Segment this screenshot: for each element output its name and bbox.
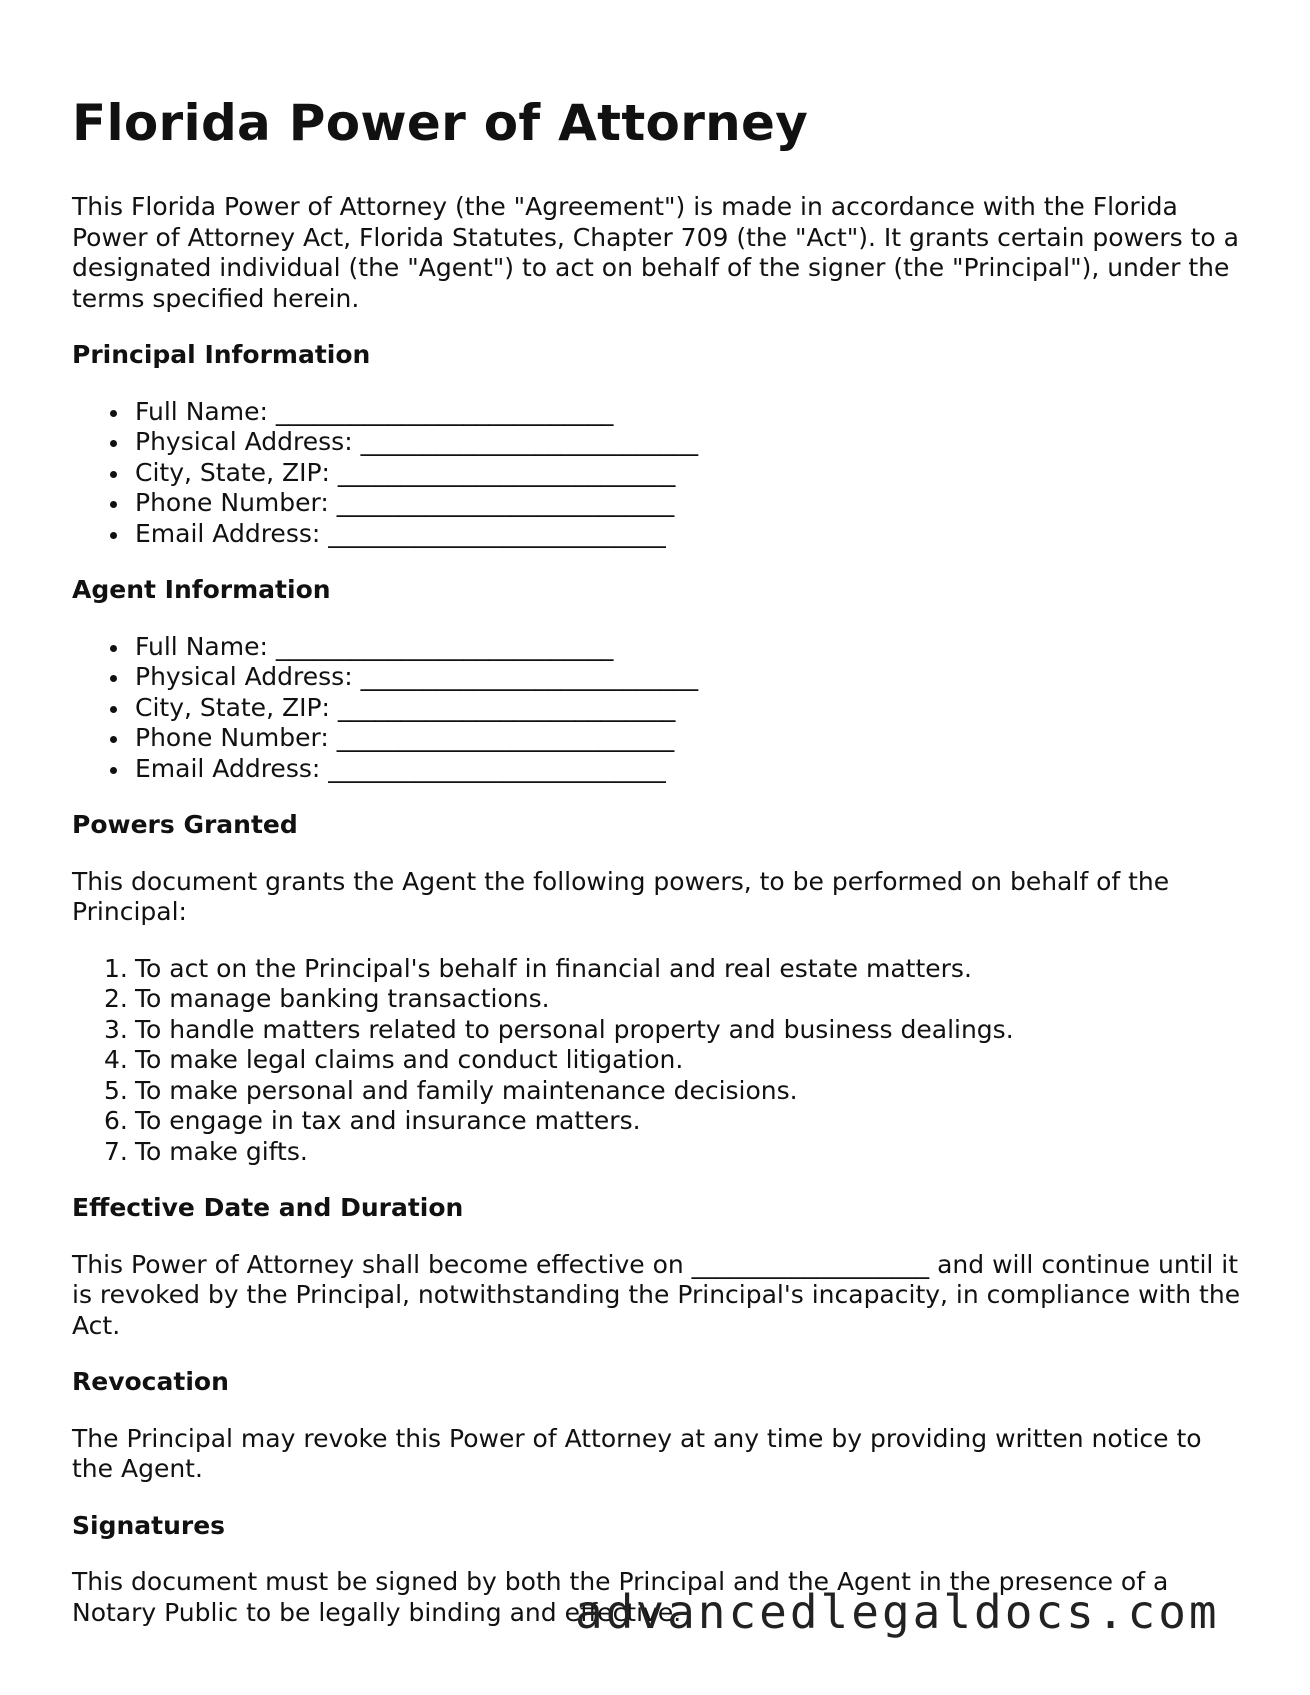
intro-paragraph: This Florida Power of Attorney (the "Agreement") is made in accordance with the Florida Power of Attorney Act, Florida Statutes, Chapter 709 (the "Act"). It grants certain powers to a designated individual (the "Agent") to act on behalf of the signer (the "Principal"), under the terms specified herein.: [72, 192, 1239, 313]
page-title: Florida Power of Attorney: [72, 94, 809, 152]
power-text: To handle matters related to personal property and business dealings.: [135, 1014, 1014, 1044]
principal-city-state-zip-field: City, State, ZIP: ___________________________: [72, 458, 1242, 489]
power-item: [72, 954, 1242, 985]
power-number: 6.: [104, 1106, 128, 1135]
principal-fields-list: [72, 397, 1242, 550]
agent-phone-field: Phone Number: ___________________________: [72, 723, 1242, 754]
document-page: [72, 92, 1242, 1628]
watermark: advancedlegaldocs.com: [575, 1585, 1220, 1639]
power-text: To act on the Principal's behalf in financial and real estate matters.: [135, 953, 972, 983]
revocation-paragraph: The Principal may revoke this Power of Attorney at any time by providing written notice to the Agent.: [72, 1423, 1202, 1483]
power-text: To manage banking transactions.: [135, 984, 550, 1013]
revocation-heading: Revocation: [72, 1367, 229, 1396]
power-text: To make personal and family maintenance decisions.: [135, 1075, 798, 1105]
agent-fields-list: [72, 632, 1242, 785]
powers-heading: Powers Granted: [72, 810, 298, 839]
power-number: 2.: [104, 984, 128, 1013]
power-item: [72, 1015, 1242, 1046]
principal-heading: Principal Information: [72, 340, 371, 369]
power-number: 3.: [104, 1014, 128, 1044]
agent-email-field: Email Address: ___________________________: [72, 754, 1242, 785]
effective-heading: Effective Date and Duration: [72, 1193, 464, 1222]
power-item: [72, 1137, 1242, 1168]
agent-city-state-zip-field: City, State, ZIP: ___________________________: [72, 693, 1242, 724]
principal-email-field: Email Address: ___________________________: [72, 519, 1242, 550]
power-text: To make legal claims and conduct litigation.: [135, 1045, 684, 1074]
principal-phone-field: Phone Number: ___________________________: [72, 488, 1242, 519]
power-item: [72, 1045, 1242, 1076]
agent-full-name-field: Full Name: ___________________________: [72, 632, 1242, 663]
power-number: 7.: [104, 1136, 128, 1166]
principal-full-name-field: Full Name: ___________________________: [72, 397, 1242, 428]
effective-paragraph: This Power of Attorney shall become effective on ___________________ and will continue until it is revoked by the Principal, notwithstanding the Principal's incapacity, in compliance with the Act.: [72, 1249, 1241, 1340]
powers-intro: This document grants the Agent the following powers, to be performed on behalf of the Principal:: [72, 866, 1170, 926]
power-item: [72, 984, 1242, 1015]
power-item: [72, 1106, 1242, 1137]
principal-address-field: Physical Address: ___________________________: [72, 427, 1242, 458]
agent-address-field: Physical Address: ___________________________: [72, 662, 1242, 693]
powers-list: [72, 954, 1242, 1168]
power-number: 4.: [104, 1045, 128, 1074]
agent-heading: Agent Information: [72, 575, 331, 604]
power-number: 5.: [104, 1075, 128, 1105]
power-number: 1.: [104, 953, 128, 983]
signatures-paragraph: This document must be signed by both the Principal and the Agent in the presence of a Notary Public to be legally binding and effective.: [72, 1567, 1169, 1627]
signatures-heading: Signatures: [72, 1510, 226, 1540]
power-text: To make gifts.: [135, 1136, 308, 1166]
power-item: [72, 1076, 1242, 1107]
power-text: To engage in tax and insurance matters.: [135, 1106, 641, 1135]
